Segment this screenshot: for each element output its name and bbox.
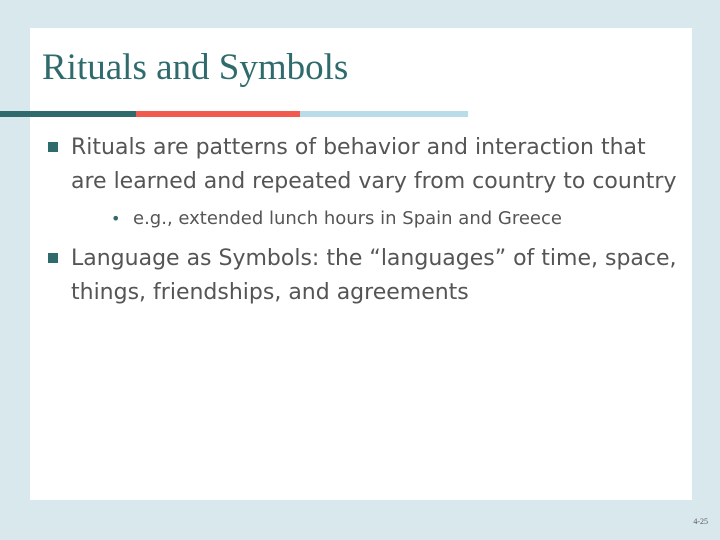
bullet-text: Language as Symbols: the “languages” of time, space, things, friendships, and agreements: [71, 246, 677, 305]
sub-bullet-item-example: [111, 204, 688, 234]
slide-content: [48, 131, 688, 310]
bullet-item-rituals: [48, 131, 688, 199]
sub-bullet-text: e.g., extended lunch hours in Spain and Greece: [133, 208, 562, 229]
round-bullet-icon: •: [111, 209, 121, 228]
title-accent-bar-teal: [0, 111, 136, 117]
page-number: 4-25: [693, 517, 708, 526]
bullet-item-language: [48, 242, 688, 310]
title-accent-bar-red: [136, 111, 300, 117]
title-accent-bar-blue: [300, 111, 468, 117]
square-bullet-icon: [48, 253, 58, 263]
square-bullet-icon: [48, 142, 58, 152]
bullet-text: Rituals are patterns of behavior and interaction that are learned and repeated vary from country to country: [71, 135, 677, 194]
slide-title: Rituals and Symbols: [42, 47, 349, 88]
